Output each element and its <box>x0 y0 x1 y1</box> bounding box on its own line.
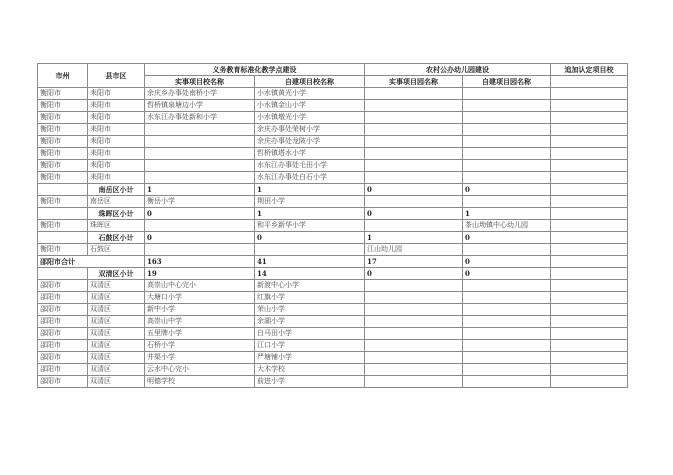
table-cell: 珠晖区 <box>88 220 145 232</box>
table-row <box>38 352 628 364</box>
count-cell: 0 <box>463 268 551 280</box>
table-cell <box>365 340 463 352</box>
table-cell: 前进小学 <box>255 376 365 388</box>
subtotal-row <box>38 268 628 280</box>
table-cell: 耒阳市 <box>88 148 145 160</box>
table-cell <box>365 316 463 328</box>
table-cell <box>145 148 255 160</box>
table-cell <box>551 124 628 136</box>
count-cell: 41 <box>255 256 365 268</box>
table-cell <box>551 220 628 232</box>
table-cell <box>365 112 463 124</box>
table-cell: 井渠小学 <box>145 352 255 364</box>
table-cell: 衡阳市 <box>38 88 88 100</box>
table-cell: 衡阳市 <box>38 220 88 232</box>
table-cell <box>463 88 551 100</box>
table-cell: 邵阳市 <box>38 352 88 364</box>
table-cell <box>365 220 463 232</box>
table-cell <box>551 316 628 328</box>
table-cell <box>463 280 551 292</box>
table-cell: 邵阳市 <box>38 292 88 304</box>
table-row <box>38 220 628 232</box>
subtotal-row <box>38 208 628 220</box>
table-cell <box>145 220 255 232</box>
table-cell <box>463 352 551 364</box>
table-cell <box>365 100 463 112</box>
table-cell <box>551 244 628 256</box>
table-row <box>38 172 628 184</box>
table-row <box>38 328 628 340</box>
table-cell <box>551 280 628 292</box>
table-cell <box>551 376 628 388</box>
table-row <box>38 160 628 172</box>
table-cell <box>365 160 463 172</box>
table-cell: 双清区 <box>88 292 145 304</box>
table-cell: 江口小学 <box>255 340 365 352</box>
table-cell: 小水镇墩光小学 <box>255 112 365 124</box>
count-cell: 1 <box>255 184 365 196</box>
table-cell: 白马田小学 <box>255 328 365 340</box>
table-cell <box>365 304 463 316</box>
count-cell: 1 <box>365 232 463 244</box>
table-cell <box>365 280 463 292</box>
table-cell: 衡阳市 <box>38 160 88 172</box>
count-cell: 0 <box>145 208 255 220</box>
table-cell <box>365 196 463 208</box>
table-cell: 衡岳小学 <box>145 196 255 208</box>
table-row <box>38 292 628 304</box>
total-label: 邵阳市合计 <box>38 256 145 268</box>
header-county: 县市区 <box>88 64 145 88</box>
table-cell <box>463 124 551 136</box>
total-row <box>38 256 628 268</box>
table-cell <box>145 124 255 136</box>
table-cell: 红旗小学 <box>255 292 365 304</box>
table-cell <box>551 328 628 340</box>
count-cell: 0 <box>463 256 551 268</box>
table-cell: 云水中心完小 <box>145 364 255 376</box>
table-cell: 衡阳市 <box>38 196 88 208</box>
table-cell <box>463 292 551 304</box>
header-added-group: 追加认定项目校 <box>551 64 628 76</box>
table-cell <box>365 292 463 304</box>
table-cell <box>551 88 628 100</box>
table-cell: 衡阳市 <box>38 148 88 160</box>
table-cell: 双清区 <box>88 280 145 292</box>
table-cell <box>365 376 463 388</box>
table-cell <box>463 172 551 184</box>
table-cell: 南岳区 <box>88 196 145 208</box>
table-body <box>38 88 628 388</box>
count-cell <box>551 208 628 220</box>
table-cell: 邵阳市 <box>38 316 88 328</box>
header-added-blank <box>551 76 628 88</box>
table-cell: 耒阳市 <box>88 172 145 184</box>
table-cell <box>551 112 628 124</box>
table-cell <box>145 244 255 256</box>
table-cell <box>463 316 551 328</box>
table-row <box>38 88 628 100</box>
table-cell: 大木学校 <box>255 364 365 376</box>
table-cell: 大塘口小学 <box>145 292 255 304</box>
table-cell <box>551 148 628 160</box>
table-cell: 江山幼儿园 <box>365 244 463 256</box>
table-cell: 耒阳市 <box>88 112 145 124</box>
table-cell: 严塘铺小学 <box>255 352 365 364</box>
table-cell: 哲桥镇塔水小学 <box>255 148 365 160</box>
table-cell <box>365 136 463 148</box>
table-cell: 水东江办事处白石小学 <box>255 172 365 184</box>
table-cell: 茶山坳镇中心幼儿园 <box>463 220 551 232</box>
table-cell <box>38 184 88 196</box>
table-cell <box>255 244 365 256</box>
table-row <box>38 112 628 124</box>
header-self-school: 自建项目校名称 <box>255 76 365 88</box>
table-cell: 衡阳市 <box>38 124 88 136</box>
table-row <box>38 316 628 328</box>
table-row <box>38 136 628 148</box>
table-cell: 耒阳市 <box>88 88 145 100</box>
table-row <box>38 124 628 136</box>
table-cell: 荣山小学 <box>255 304 365 316</box>
table-cell: 和平乡新华小学 <box>255 220 365 232</box>
table-cell: 水东江办事处毛田小学 <box>255 160 365 172</box>
count-cell: 14 <box>255 268 365 280</box>
header-city: 市州 <box>38 64 88 88</box>
table-cell <box>551 292 628 304</box>
table-cell: 五里牌小学 <box>145 328 255 340</box>
table-cell <box>463 364 551 376</box>
table-cell: 小水镇黄光小学 <box>255 88 365 100</box>
table-cell: 双清区 <box>88 364 145 376</box>
table-cell: 邵阳市 <box>38 280 88 292</box>
table-cell: 双清区 <box>88 328 145 340</box>
table-cell: 小水镇金山小学 <box>255 100 365 112</box>
table-cell <box>365 328 463 340</box>
table-cell <box>463 328 551 340</box>
table-cell: 衡阳市 <box>38 112 88 124</box>
count-cell: 19 <box>145 268 255 280</box>
header-compulsory-group: 义务教育标准化教学点建设 <box>145 64 365 76</box>
table-cell: 双清区 <box>88 376 145 388</box>
table-cell: 邵阳市 <box>38 376 88 388</box>
table-cell <box>463 136 551 148</box>
table-row <box>38 280 628 292</box>
table-row <box>38 364 628 376</box>
table-cell <box>365 352 463 364</box>
table-row <box>38 148 628 160</box>
count-cell <box>551 268 628 280</box>
subtotal-label: 双清区小计 <box>88 268 145 280</box>
table-cell: 水东江办事处新和小学 <box>145 112 255 124</box>
count-cell <box>551 256 628 268</box>
table-cell: 双清区 <box>88 352 145 364</box>
table-cell: 石鼓区 <box>88 244 145 256</box>
table-cell <box>463 244 551 256</box>
count-cell: 0 <box>463 184 551 196</box>
header-kindergarten-group: 农村公办幼儿园建设 <box>365 64 551 76</box>
subtotal-row <box>38 184 628 196</box>
table-cell: 新中小学 <box>145 304 255 316</box>
header-practical-kg: 实事项目园名称 <box>365 76 463 88</box>
table-cell: 双清区 <box>88 316 145 328</box>
table-cell: 邵阳市 <box>38 328 88 340</box>
table-cell <box>463 304 551 316</box>
table-cell <box>145 136 255 148</box>
count-cell: 17 <box>365 256 463 268</box>
table-cell: 衡阳市 <box>38 100 88 112</box>
count-cell <box>551 184 628 196</box>
table-cell <box>463 160 551 172</box>
table-cell <box>38 232 88 244</box>
header-self-kg: 自建项目园名称 <box>463 76 551 88</box>
table-cell: 邵阳市 <box>38 340 88 352</box>
table-cell <box>145 172 255 184</box>
table-cell <box>551 100 628 112</box>
table-cell: 衡阳市 <box>38 244 88 256</box>
subtotal-label: 珠晖区小计 <box>88 208 145 220</box>
table-cell <box>463 100 551 112</box>
table-cell <box>365 364 463 376</box>
table-cell <box>463 376 551 388</box>
table-cell <box>463 112 551 124</box>
table-cell: 明德学校 <box>145 376 255 388</box>
table-cell: 余庆办事处荣树小学 <box>255 124 365 136</box>
table-cell: 新渡中心小学 <box>255 280 365 292</box>
table-cell: 高崇山中学 <box>145 316 255 328</box>
count-cell: 0 <box>365 268 463 280</box>
table-cell <box>463 340 551 352</box>
table-row <box>38 376 628 388</box>
table-cell: 双清区 <box>88 304 145 316</box>
table-cell: 余庆办事处龙陂小学 <box>255 136 365 148</box>
count-cell: 0 <box>365 208 463 220</box>
table-cell <box>38 208 88 220</box>
table-cell: 荆田小学 <box>255 196 365 208</box>
project-table <box>37 63 628 388</box>
subtotal-label: 石鼓区小计 <box>88 232 145 244</box>
count-cell <box>551 232 628 244</box>
table-cell: 哲桥镇泉塘边小学 <box>145 100 255 112</box>
table-cell <box>365 172 463 184</box>
count-cell: 163 <box>145 256 255 268</box>
subtotal-label: 南岳区小计 <box>88 184 145 196</box>
table-row <box>38 100 628 112</box>
count-cell: 1 <box>463 208 551 220</box>
table-row <box>38 340 628 352</box>
count-cell: 1 <box>145 184 255 196</box>
count-cell: 1 <box>255 208 365 220</box>
table-cell <box>551 364 628 376</box>
count-cell: 0 <box>463 232 551 244</box>
table-row <box>38 304 628 316</box>
table-cell: 耒阳市 <box>88 100 145 112</box>
count-cell: 0 <box>365 184 463 196</box>
table-cell <box>551 196 628 208</box>
table-cell: 双清区 <box>88 340 145 352</box>
table-cell: 衡阳市 <box>38 136 88 148</box>
table-cell <box>551 304 628 316</box>
table-cell: 余湖小学 <box>255 316 365 328</box>
table-cell <box>463 196 551 208</box>
subtotal-row <box>38 232 628 244</box>
table-cell <box>365 124 463 136</box>
table-cell <box>551 172 628 184</box>
table-cell <box>551 160 628 172</box>
table-cell <box>463 148 551 160</box>
table-cell <box>38 268 88 280</box>
table-cell <box>551 352 628 364</box>
table-cell: 耒阳市 <box>88 124 145 136</box>
table-cell: 邵阳市 <box>38 304 88 316</box>
count-cell: 0 <box>145 232 255 244</box>
count-cell: 0 <box>255 232 365 244</box>
table-cell <box>145 160 255 172</box>
table-row <box>38 196 628 208</box>
table-cell: 余庆乡办事处南桥小学 <box>145 88 255 100</box>
table-cell <box>365 148 463 160</box>
table-cell: 高崇山中心完小 <box>145 280 255 292</box>
table-cell <box>551 340 628 352</box>
table-cell: 衡阳市 <box>38 172 88 184</box>
header-practical-school: 实事项目校名称 <box>145 76 255 88</box>
table-cell: 耒阳市 <box>88 136 145 148</box>
table-cell: 耒阳市 <box>88 160 145 172</box>
table-row <box>38 244 628 256</box>
table-cell: 邵阳市 <box>38 364 88 376</box>
table-cell: 石桥小学 <box>145 340 255 352</box>
table-cell <box>551 136 628 148</box>
table-cell <box>365 88 463 100</box>
